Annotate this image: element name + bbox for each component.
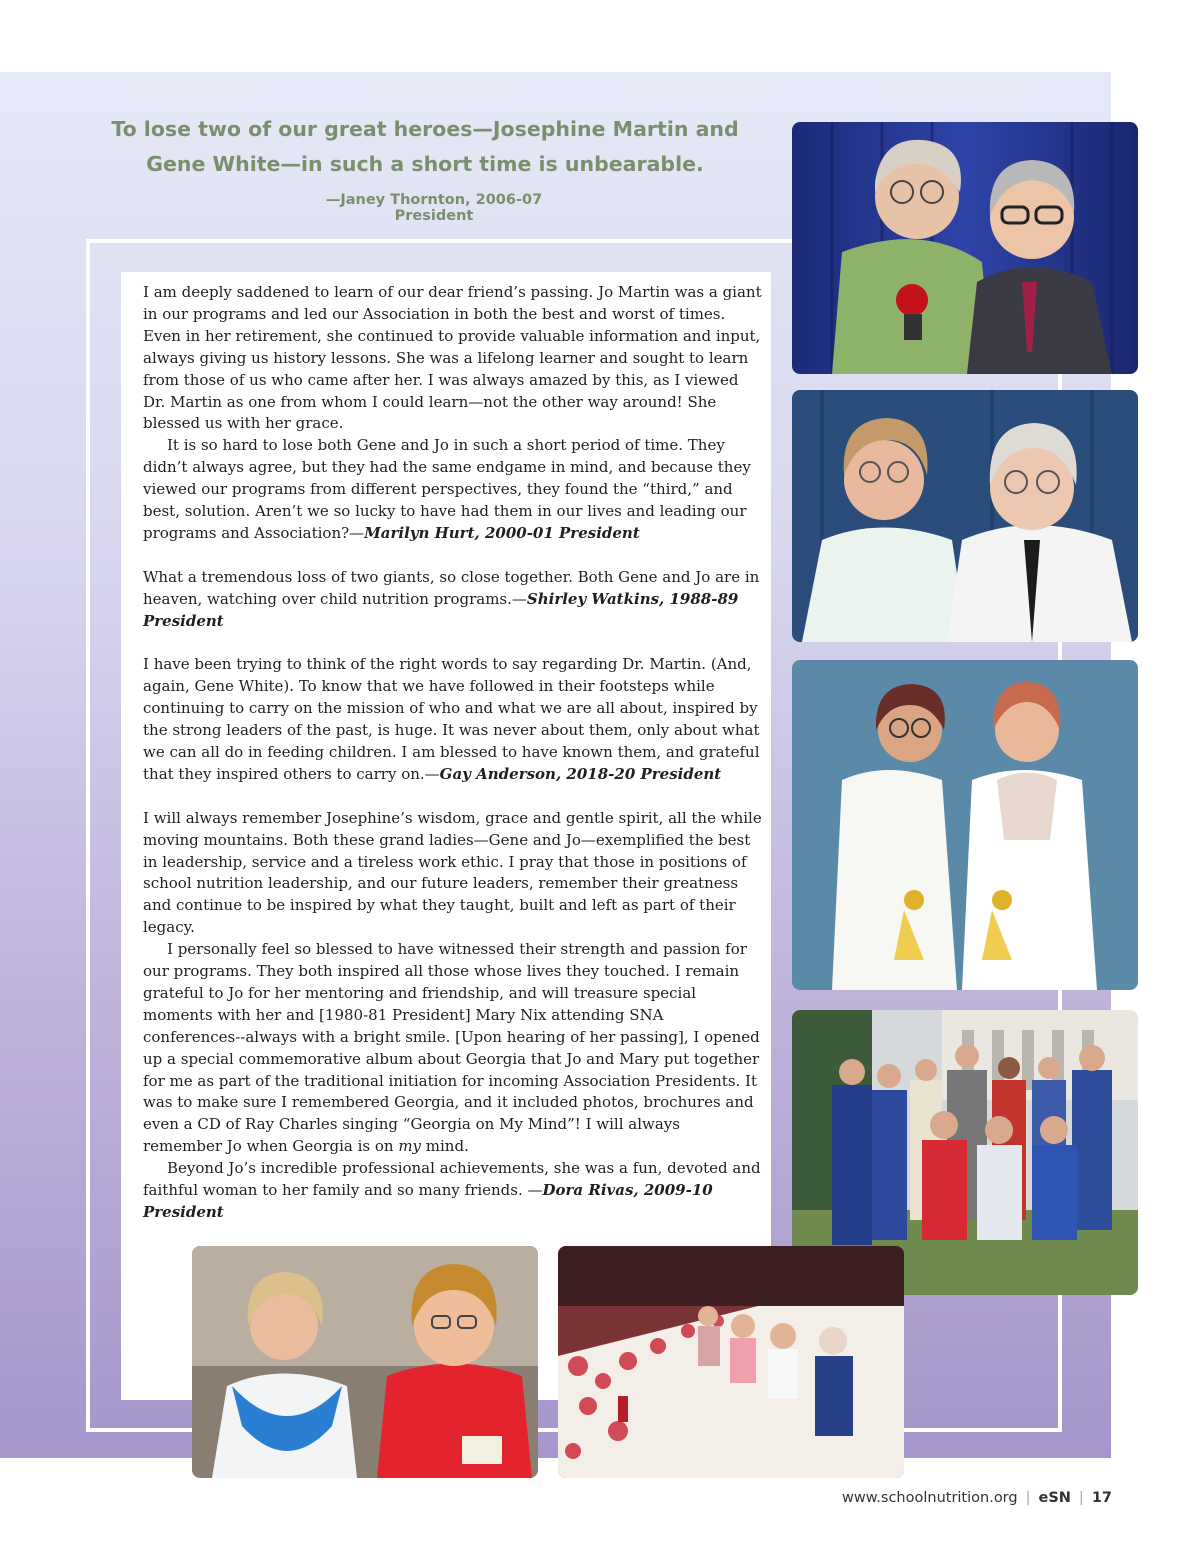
tribute-paragraph: I personally feel so blessed to have witnessed their strength and passion for our programs. They both inspired all those whose lives they touched. I remain grateful to Jo for her mentoring and friendship, and will treasure special moments with her and [1980-81 President] Mary Nix attending SNA conferences--always with a bright smile. [Upon hearing of her passing], I opened up a special commemorative album about Georgia that Jo and Mary put together for me as part of the traditional initiation for incoming Association Presidents. It was to make sure I remembered Georgia, and it included photos, brochures and even a CD of Ray Charles singing “Georgia on My Mind”! I will always remember Jo when Georgia is on my mind. — [143, 940, 760, 1156]
pull-quote — [110, 112, 740, 224]
tribute-signature: Marilyn Hurt, 2000-01 President — [364, 523, 640, 542]
photo-two-women-roses — [792, 660, 1138, 990]
tributes-body — [143, 282, 763, 1224]
tribute-signature: Dora Rivas, 2009-10 President — [143, 1181, 713, 1222]
tribute-signature: Gay Anderson, 2018-20 President — [439, 764, 722, 783]
pull-quote-line-1: To lose two of our great heroes—Josephine Martin and — [111, 117, 739, 141]
pull-quote-line-2: Gene White—in such a short time is unbearable. — [146, 152, 704, 176]
pull-quote-attribution: —Janey Thornton, 2006-07 President — [325, 192, 543, 224]
tribute-paragraph: What a tremendous loss of two giants, so close together. Both Gene and Jo are in heaven, watching over child nutrition programs.—Shirley Watkins, 1988-89 President — [143, 567, 760, 630]
photo-two-women-smiling — [192, 1246, 538, 1478]
tribute-paragraph: Beyond Jo’s incredible professional achievements, she was a fun, devoted and faithful woman to her family and so many friends. —Dora Rivas, 2009-10 President — [143, 1159, 761, 1222]
photo-award-pair — [792, 122, 1138, 374]
footer-url: www.schoolnutrition.org — [842, 1490, 1018, 1506]
tribute-signature: Shirley Watkins, 1988-89 President — [143, 589, 739, 630]
page-number: 17 — [1091, 1490, 1112, 1506]
photo-two-women-white — [792, 390, 1138, 642]
photo-banquet — [558, 1246, 904, 1478]
tribute-paragraph: I have been trying to think of the right words to say regarding Dr. Martin. (And, again, Gene White). To know that we have followed in their footsteps while continuing to carry on the mission of who and what we are all about, inspired by the strong leaders of the past, is huge. It was never about them, only about what we can all do in feeding children. I am blessed to have known them, and grateful that they inspired others to carry on.—Gay Anderson, 2018-20 President — [143, 655, 760, 783]
page-footer: www.schoolnutrition.org | eSN | 17 — [842, 1490, 1112, 1506]
tribute-paragraph: I will always remember Josephine’s wisdom, grace and gentle spirit, all the while moving mountains. Both these grand ladies—Gene and Jo—exemplified the best in leadership, service and a tireless work ethic. I pray that those in positions of school nutrition leadership, and our future leaders, remember their greatness and continue to be inspired by what they taught, built and left as part of their legacy. — [143, 808, 762, 937]
tribute-paragraph: I am deeply saddened to learn of our dear friend’s passing. Jo Martin was a giant in our programs and led our Association in both the best and worst of times. Even in her retirement, she continued to provide valuable information and input, always giving us history lessons. She was a lifelong learner and sought to learn from those of us who came after her. I was always amazed by this, as I viewed Dr. Martin as one from whom I could learn—not the other way around! She blessed us with her grace. — [143, 283, 762, 433]
tribute-paragraph: It is so hard to lose both Gene and Jo in such a short period of time. They didn’t always agree, but they had the same endgame in mind, and because they viewed our programs from different perspectives, they found the “third,” and best, solution. Aren’t we so lucky to have had them in our lives and leading our programs and Association?—Marilyn Hurt, 2000-01 President — [143, 436, 751, 542]
footer-brand: eSN — [1038, 1490, 1071, 1506]
